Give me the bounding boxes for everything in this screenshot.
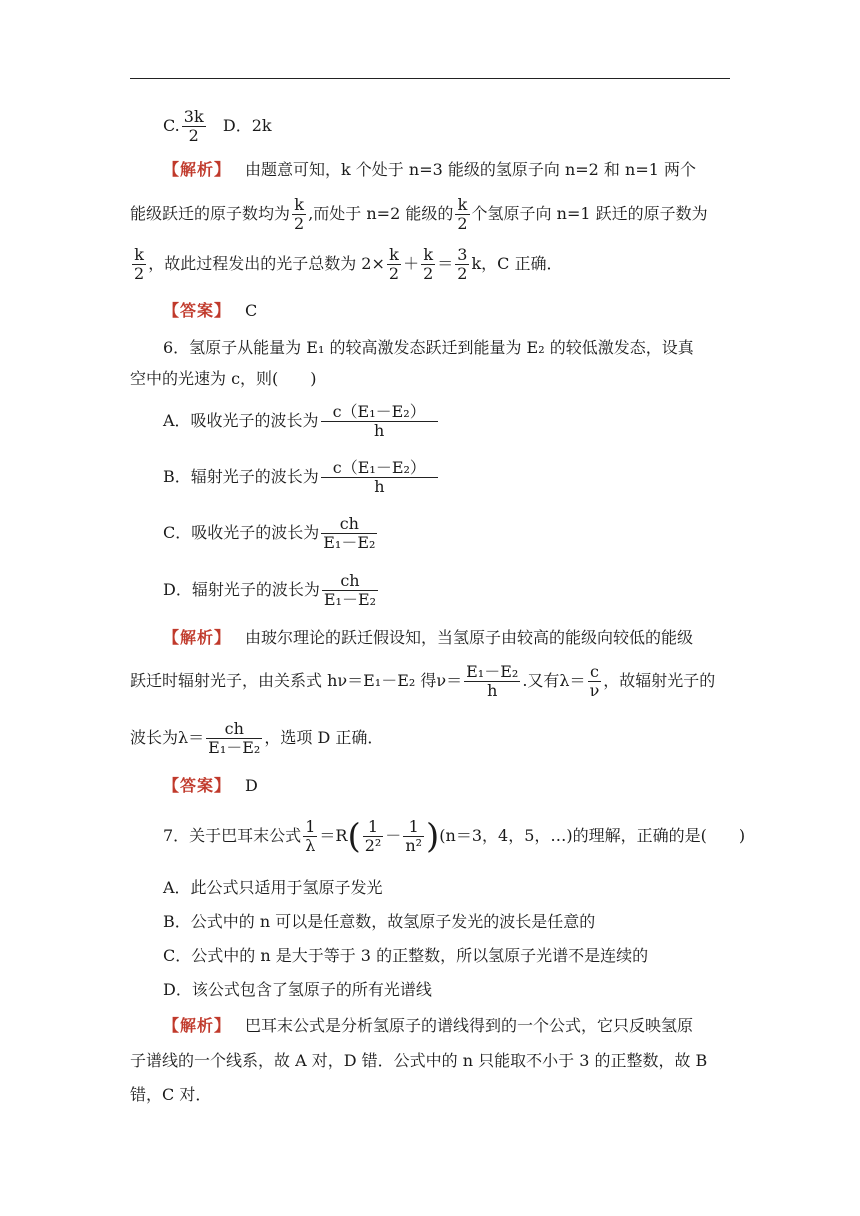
q6-stem-line-2: 空中的光速为 c，则( ) <box>130 369 317 388</box>
q7-analysis-line-3: 错，C 对． <box>130 1085 212 1104</box>
q7-stem: 7．关于巴耳末公式 $\frac{1}{\lambda}$ ＝R( $\frac{1}{\text{2²}}$ － $\frac{1}{\text{n²}}$ )(n＝3，4，5，…)的理解，正确的是( ) <box>163 816 746 857</box>
q5-analysis-line-3: $\frac{k}{2}$ ，故此过程发出的光子总数为 2× $\frac{k}{2}$ ＋ $\frac{k}{2}$ ＝ $\frac{3}{2}$ k，C 正确． <box>134 245 563 283</box>
q5-options-cd: C. $\frac{3k}{2}$ D．2k <box>163 107 272 145</box>
q6-option-b: B．辐射光子的波长为 $\frac{\text{c（E₁－E₂）}}{h}$ <box>130 459 763 496</box>
header-rule <box>130 78 730 79</box>
q7-option-a: A．此公式只适用于氢原子发光 <box>163 878 383 897</box>
q7-analysis-line-1: 【解析】 巴耳末公式是分析氢原子的谱线得到的一个公式，它只反映氢原 <box>163 1016 694 1035</box>
q6-analysis-line-1: 【解析】 由玻尔理论的跃迁假设知，当氢原子由较高的能级向较低的能级 <box>163 628 694 647</box>
q6-analysis-line-2: 跃迁时辐射光子，由关系式 hν＝E₁－E₂ 得ν＝ $\frac{\text{E₁－E₂}}{h}$ .又有λ＝ $\frac{c}{\nu}$ ，故辐射光子的 <box>130 662 716 700</box>
q5-answer: 【答案】 C <box>163 301 258 320</box>
q6-stem-line-1: 6．氢原子从能量为 E₁ 的较高激发态跃迁到能量为 E₂ 的较低激发态，设真 <box>163 338 694 357</box>
q7-option-b: B．公式中的 n 可以是任意数，故氢原子发光的波长是任意的 <box>163 912 596 931</box>
q5-analysis-line-2: 能级跃迁的原子数均为 $\frac{k}{2}$ ,而处于 n=2 能级的 $\frac{k}{2}$ 个氢原子向 n=1 跃迁的原子数为 <box>130 195 708 233</box>
analysis-tag: 【解析】 <box>163 160 232 179</box>
q6-analysis-line-3: 波长为λ＝ $\frac{ch}{\text{E₁－E₂}}$ ，选项 D 正确． <box>130 719 384 757</box>
fraction-3k-over-2: $\frac{3k}{2}$ <box>183 107 204 145</box>
q7-option-d: D．该公式包含了氢原子的所有光谱线 <box>163 980 432 999</box>
q7-analysis-line-2: 子谱线的一个线系，故 A 对，D 错．公式中的 n 只能取不小于 3 的正整数，故 B <box>130 1051 708 1070</box>
q6-option-c: C．吸收光子的波长为 $\frac{ch}{\text{E₁－E₂}}$ <box>163 514 376 552</box>
q6-option-a: A．吸收光子的波长为 $\frac{\text{c（E₁－E₂）}}{h}$ <box>130 403 763 440</box>
q5-analysis-line-1: 【解析】 由题意可知，k 个处于 n=3 能级的氢原子向 n=2 和 n=1 两个 <box>163 160 696 179</box>
answer-tag: 【答案】 <box>163 301 232 320</box>
q6-answer: 【答案】 D <box>163 776 258 795</box>
q6-option-d: D．辐射光子的波长为 $\frac{ch}{\text{E₁－E₂}}$ <box>163 571 377 609</box>
q7-option-c: C．公式中的 n 是大于等于 3 的正整数，所以氢原子光谱不是连续的 <box>163 946 649 965</box>
